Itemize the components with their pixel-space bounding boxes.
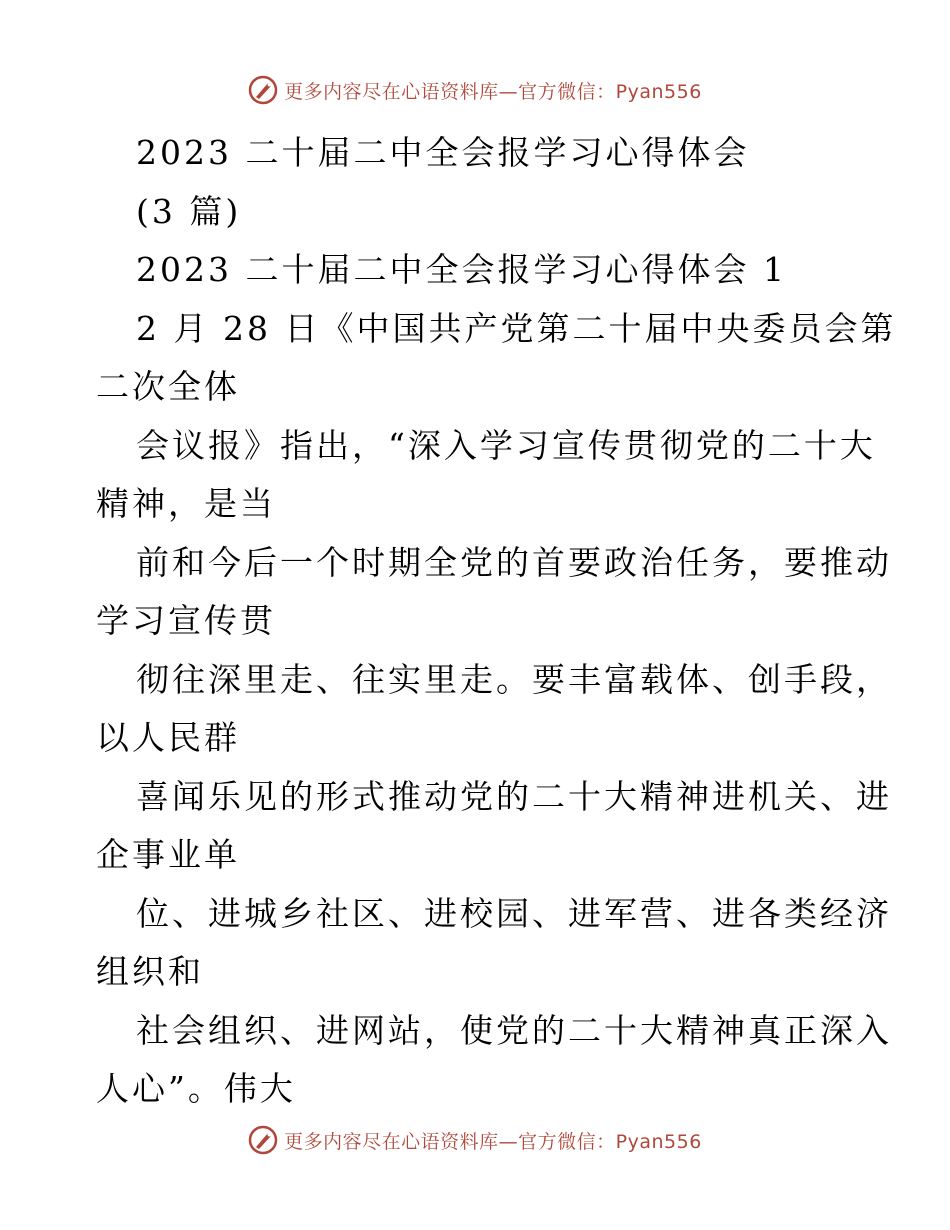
body-line: 喜闻乐见的形式推动党的二十大精神进机关、进 [136,776,892,816]
body-paragraph [96,300,897,1119]
section-heading: 2023 二十届二中全会报学习心得体会 1 [136,250,787,289]
document-title-line-1: 2023 二十届二中全会报学习心得体会 [136,133,750,172]
watermark-text: 更多内容尽在心语资料库—官方微信：Pyan556 [284,80,702,103]
quill-seal-icon [248,75,278,105]
header-watermark [0,70,950,110]
body-line: 2 月 28 日《中国共产党第二十届中央委员会第 [136,308,897,348]
document-title-line-2: (3 篇) [136,191,242,231]
quill-seal-icon [248,1125,278,1155]
body-line: 人心”。伟大 [96,1069,296,1108]
body-line: 企事业单 [96,835,240,874]
body-line: 精神，是当 [96,484,276,523]
body-line: 学习宣传贯 [96,601,276,640]
body-line: 二次全体 [96,367,240,406]
document-body [96,124,897,1119]
body-line: 会议报》指出，“深入学习宣传贯彻党的二十大 [136,425,876,465]
body-line: 位、进城乡社区、进校园、进军营、进各类经济 [136,893,892,933]
footer-watermark [0,1120,950,1160]
body-line: 前和今后一个时期全党的首要政治任务，要推动 [136,542,892,582]
body-line: 社会组织、进网站，使党的二十大精神真正深入 [136,1010,892,1050]
body-line: 彻往深里走、往实里走。要丰富载体、创手段， [136,659,892,699]
body-line: 组织和 [96,952,204,991]
body-line: 以人民群 [96,718,240,757]
watermark-text: 更多内容尽在心语资料库—官方微信：Pyan556 [284,1130,702,1153]
